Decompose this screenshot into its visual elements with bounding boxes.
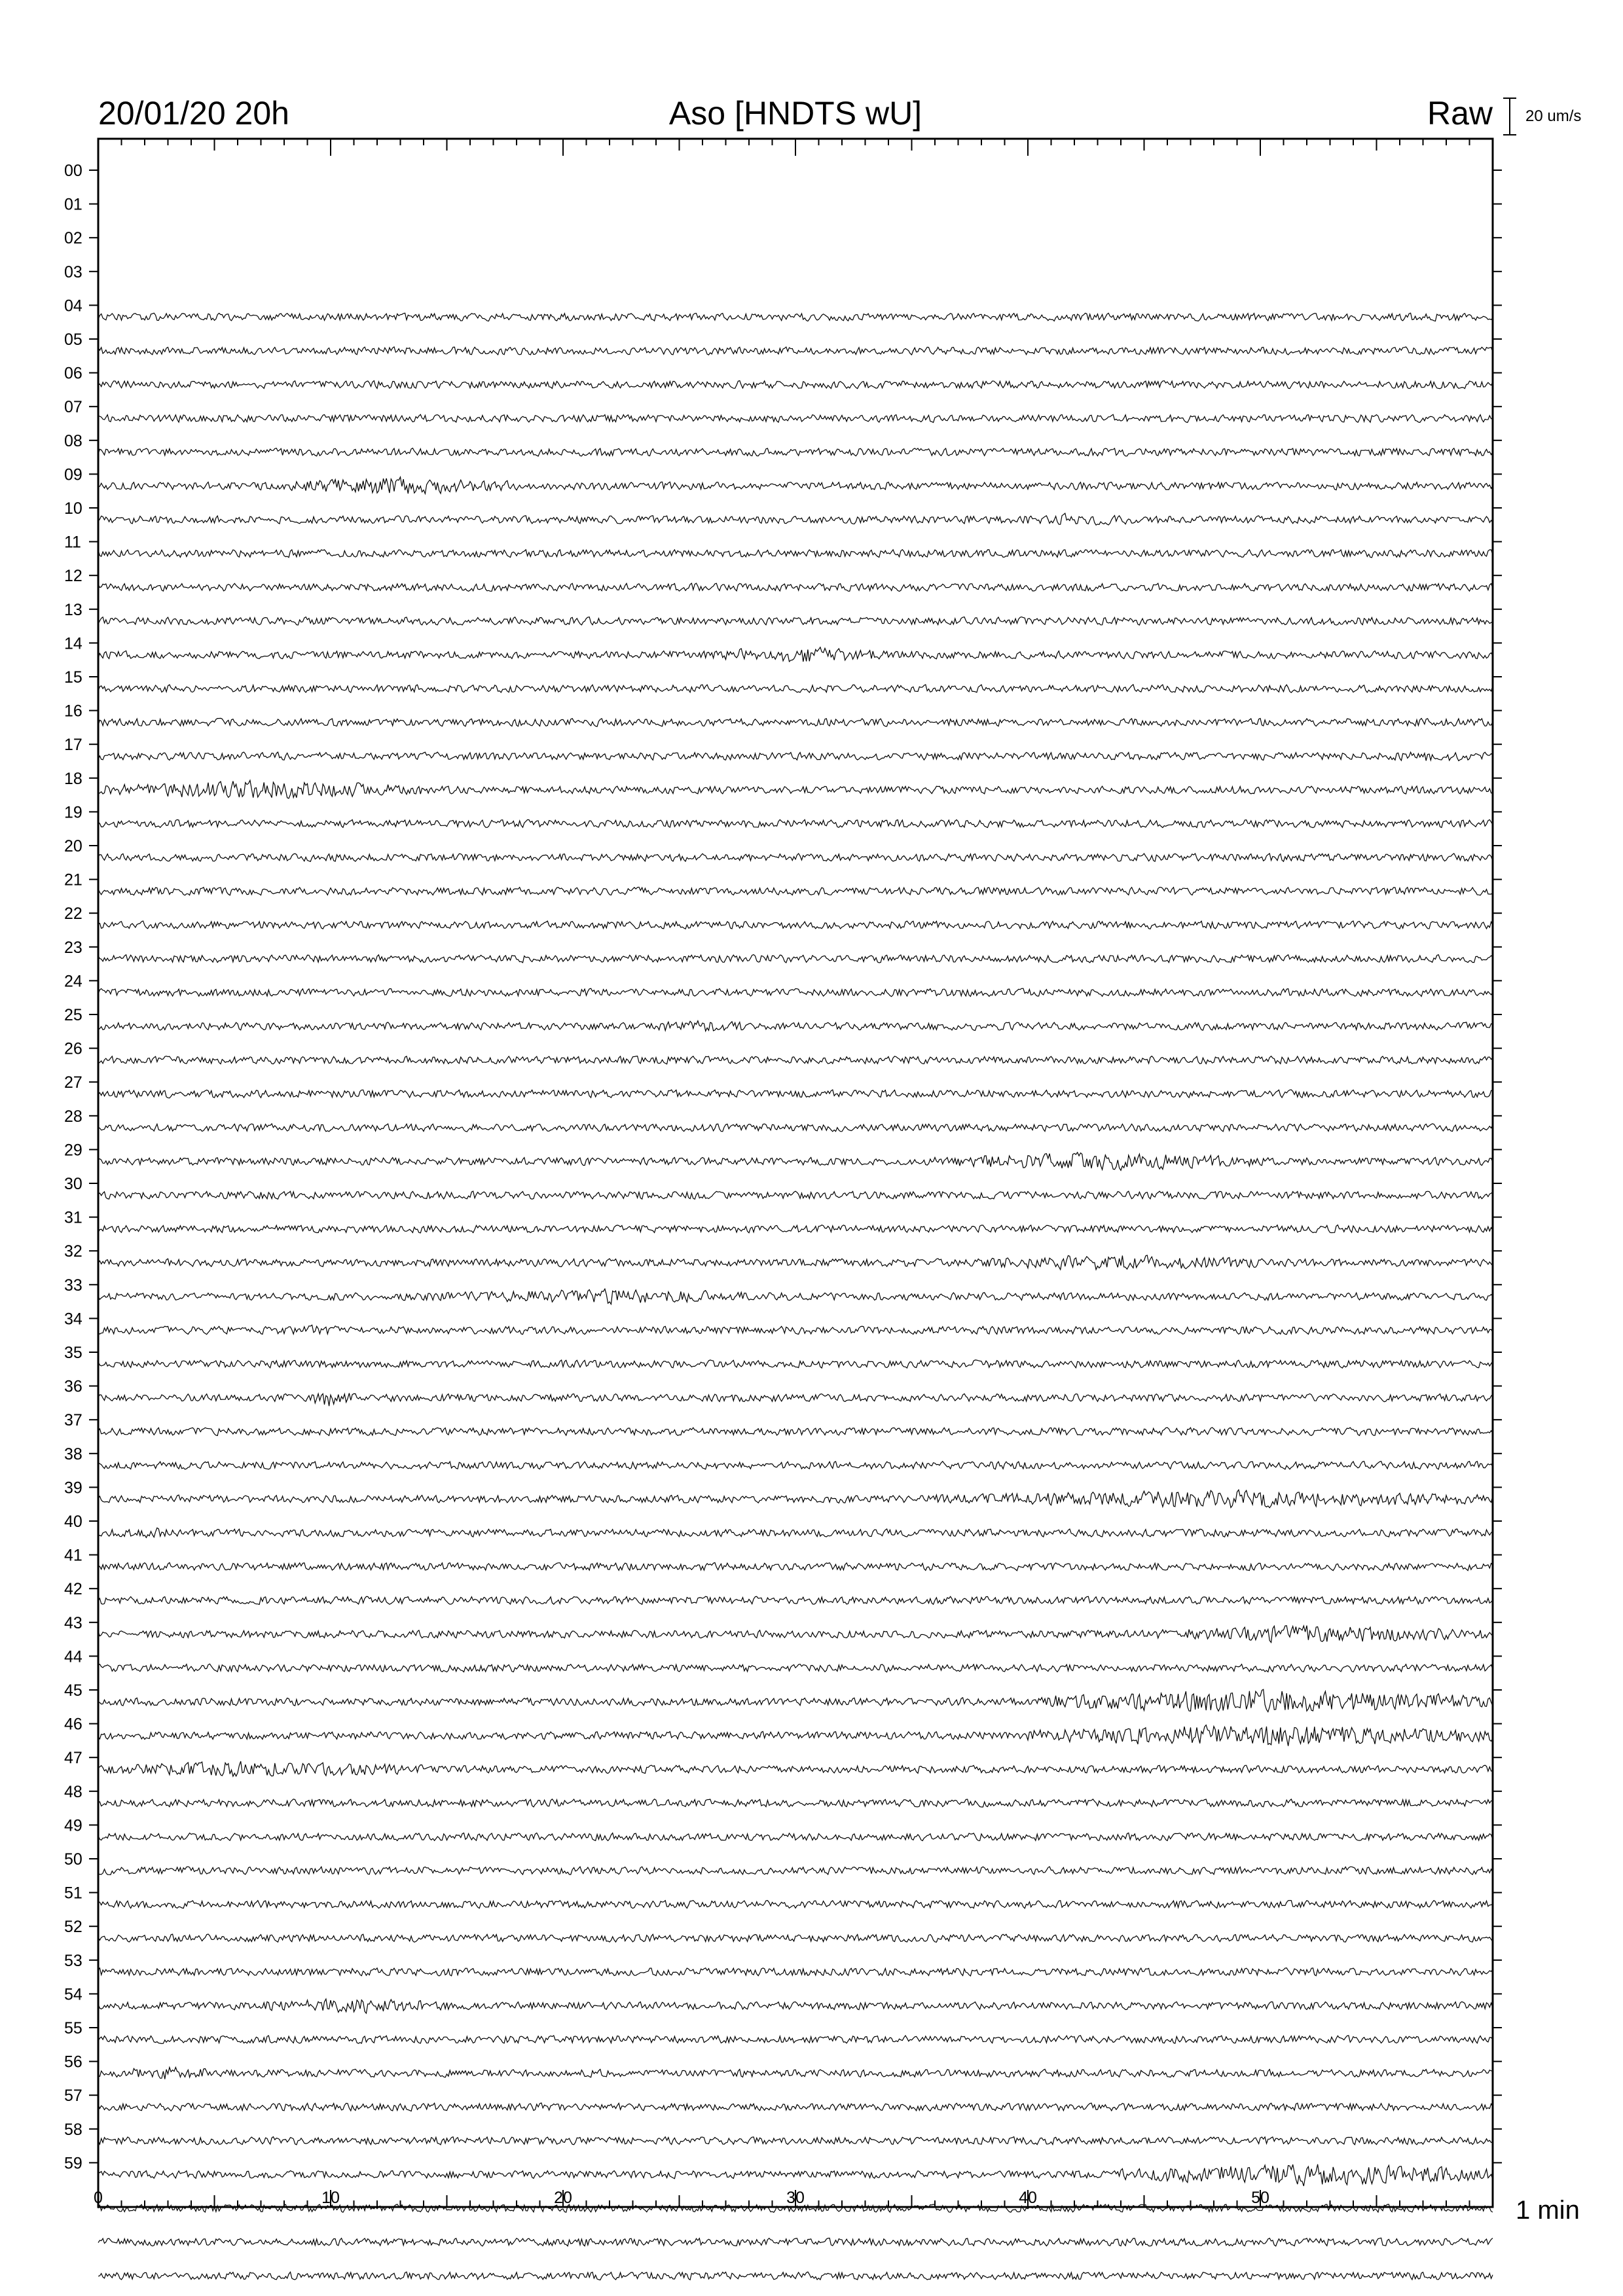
trace-minute-54: [98, 1999, 1493, 2013]
trace-minute-39: [98, 1490, 1493, 1507]
row-label: 33: [64, 1276, 82, 1295]
row-label: 05: [64, 331, 82, 349]
trace-minute-20: [98, 853, 1493, 861]
trace-minute-47: [98, 1761, 1493, 1776]
trace-minute-52: [98, 1934, 1493, 1942]
trace-minute-11: [98, 550, 1493, 558]
row-label: 40: [64, 1513, 82, 1531]
datetime-title: 20/01/20 20h: [98, 95, 289, 132]
x-tick-label: 20: [554, 2189, 572, 2207]
row-label: 01: [64, 195, 82, 214]
trace-minute-16: [98, 718, 1493, 726]
trace-minute-40: [98, 1528, 1493, 1537]
trace-minute-19: [98, 819, 1493, 827]
trace-minute-9: [98, 477, 1493, 494]
trace-minute-49: [98, 1833, 1493, 1841]
row-label: 15: [64, 668, 82, 687]
trace-minute-30: [98, 1191, 1493, 1199]
trace-minute-28: [98, 1124, 1493, 1132]
trace-minute-4: [98, 313, 1493, 321]
row-label: 50: [64, 1850, 82, 1869]
trace-minute-29: [98, 1153, 1493, 1171]
trace-minute-43: [98, 1626, 1493, 1643]
row-label: 47: [64, 1749, 82, 1768]
trace-minute-57: [98, 2103, 1493, 2111]
x-tick-label: 50: [1251, 2189, 1269, 2207]
row-label: 37: [64, 1411, 82, 1430]
trace-minute-7: [98, 414, 1493, 422]
trace-minute-26: [98, 1056, 1493, 1064]
row-label: 29: [64, 1141, 82, 1160]
trace-minute-53: [98, 1968, 1493, 1976]
trace-minute-55: [98, 2036, 1493, 2043]
row-label: 51: [64, 1884, 82, 1903]
mode-label: Raw: [1427, 95, 1493, 132]
row-label: 27: [64, 1073, 82, 1092]
row-label: 28: [64, 1107, 82, 1126]
trace-minute-18: [98, 780, 1493, 798]
scale-bar: [1503, 98, 1516, 135]
row-label: 18: [64, 769, 82, 788]
trace-minute-35: [98, 1360, 1493, 1368]
row-label: 07: [64, 398, 82, 417]
trace-minute-58: [98, 2137, 1493, 2145]
trace-minute-12: [98, 583, 1493, 591]
trace-minute-46: [98, 1725, 1493, 1746]
trace-minute-32: [98, 1255, 1493, 1270]
row-label: 35: [64, 1344, 82, 1362]
row-label: 57: [64, 2087, 82, 2106]
row-label: 36: [64, 1377, 82, 1396]
row-label: 02: [64, 229, 82, 248]
row-label: 52: [64, 1918, 82, 1937]
trace-minute-22: [98, 921, 1493, 929]
row-label: 03: [64, 262, 82, 281]
row-label: 58: [64, 2120, 82, 2139]
scale-label: 20 um/s: [1525, 107, 1582, 125]
trace-minute-25: [98, 1021, 1493, 1031]
row-label: 23: [64, 938, 82, 957]
row-label: 53: [64, 1951, 82, 1970]
row-label: 44: [64, 1647, 82, 1666]
row-label: 24: [64, 972, 82, 991]
row-label: 43: [64, 1613, 82, 1632]
trace-minute-41: [98, 1562, 1493, 1570]
trace-minute-37: [98, 1427, 1493, 1435]
row-label: 46: [64, 1715, 82, 1734]
trace-minute-48: [98, 1799, 1493, 1807]
row-label: 38: [64, 1444, 82, 1463]
row-label: 20: [64, 837, 82, 855]
row-label: 30: [64, 1175, 82, 1193]
row-label: 59: [64, 2154, 82, 2173]
trace-minute-21: [98, 887, 1493, 895]
trace-minute-44: [98, 1664, 1493, 1672]
row-label: 25: [64, 1006, 82, 1024]
row-label: 11: [64, 533, 81, 552]
trace-minute-38: [98, 1462, 1493, 1469]
row-labels: [64, 162, 82, 2172]
row-label: 49: [64, 1816, 82, 1835]
trace-minute-62: [98, 2272, 1493, 2280]
plot-frame: [98, 139, 1493, 2207]
row-label: 17: [64, 736, 82, 755]
trace-minute-23: [98, 955, 1493, 963]
row-label: 08: [64, 431, 82, 450]
row-label: 04: [64, 296, 82, 315]
row-label: 14: [64, 634, 82, 653]
trace-minute-51: [98, 1901, 1493, 1909]
row-label: 39: [64, 1479, 82, 1498]
row-label: 31: [64, 1208, 82, 1227]
row-label: 32: [64, 1242, 82, 1261]
row-label: 09: [64, 465, 82, 484]
x-tick-label: 0: [94, 2189, 103, 2207]
trace-minute-36: [98, 1393, 1493, 1407]
row-label: 19: [64, 803, 82, 822]
station-title: Aso [HNDTS wU]: [668, 95, 922, 132]
row-label: 56: [64, 2053, 82, 2072]
trace-minute-10: [98, 513, 1493, 525]
trace-minute-14: [98, 647, 1493, 662]
trace-minute-45: [98, 1689, 1493, 1712]
trace-minute-6: [98, 381, 1493, 389]
trace-minute-31: [98, 1225, 1493, 1233]
trace-minute-56: [98, 2068, 1493, 2079]
row-label: 22: [64, 905, 82, 924]
trace-minute-24: [98, 988, 1493, 996]
row-label: 54: [64, 1985, 82, 2004]
x-tick-label: 10: [321, 2189, 340, 2207]
row-label: 45: [64, 1681, 82, 1700]
row-label: 06: [64, 364, 82, 383]
trace-minute-33: [98, 1289, 1493, 1304]
row-label: 12: [64, 567, 82, 586]
trace-minute-17: [98, 752, 1493, 761]
trace-minute-15: [98, 685, 1493, 692]
row-label: 34: [64, 1310, 82, 1329]
trace-minute-50: [98, 1867, 1493, 1874]
row-label: 41: [64, 1546, 82, 1565]
x-tick-label: 30: [786, 2189, 805, 2207]
trace-minute-34: [98, 1325, 1493, 1335]
trace-minute-61: [98, 2238, 1493, 2246]
trace-minute-59: [98, 2164, 1493, 2186]
row-label: 55: [64, 2019, 82, 2037]
trace-minute-27: [98, 1090, 1493, 1098]
trace-minute-5: [98, 347, 1493, 355]
row-label: 21: [64, 870, 82, 889]
x-unit-label: 1 min: [1516, 2196, 1580, 2225]
trace-minute-8: [98, 448, 1493, 456]
traces: [98, 313, 1493, 2280]
row-label: 00: [64, 162, 82, 180]
row-label: 10: [64, 499, 82, 518]
x-tick-label: 40: [1019, 2189, 1037, 2207]
row-label: 42: [64, 1580, 82, 1599]
row-label: 16: [64, 702, 82, 721]
row-label: 48: [64, 1782, 82, 1801]
trace-minute-13: [98, 617, 1493, 625]
trace-minute-42: [98, 1596, 1493, 1604]
row-label: 26: [64, 1039, 82, 1058]
row-label: 13: [64, 600, 82, 619]
